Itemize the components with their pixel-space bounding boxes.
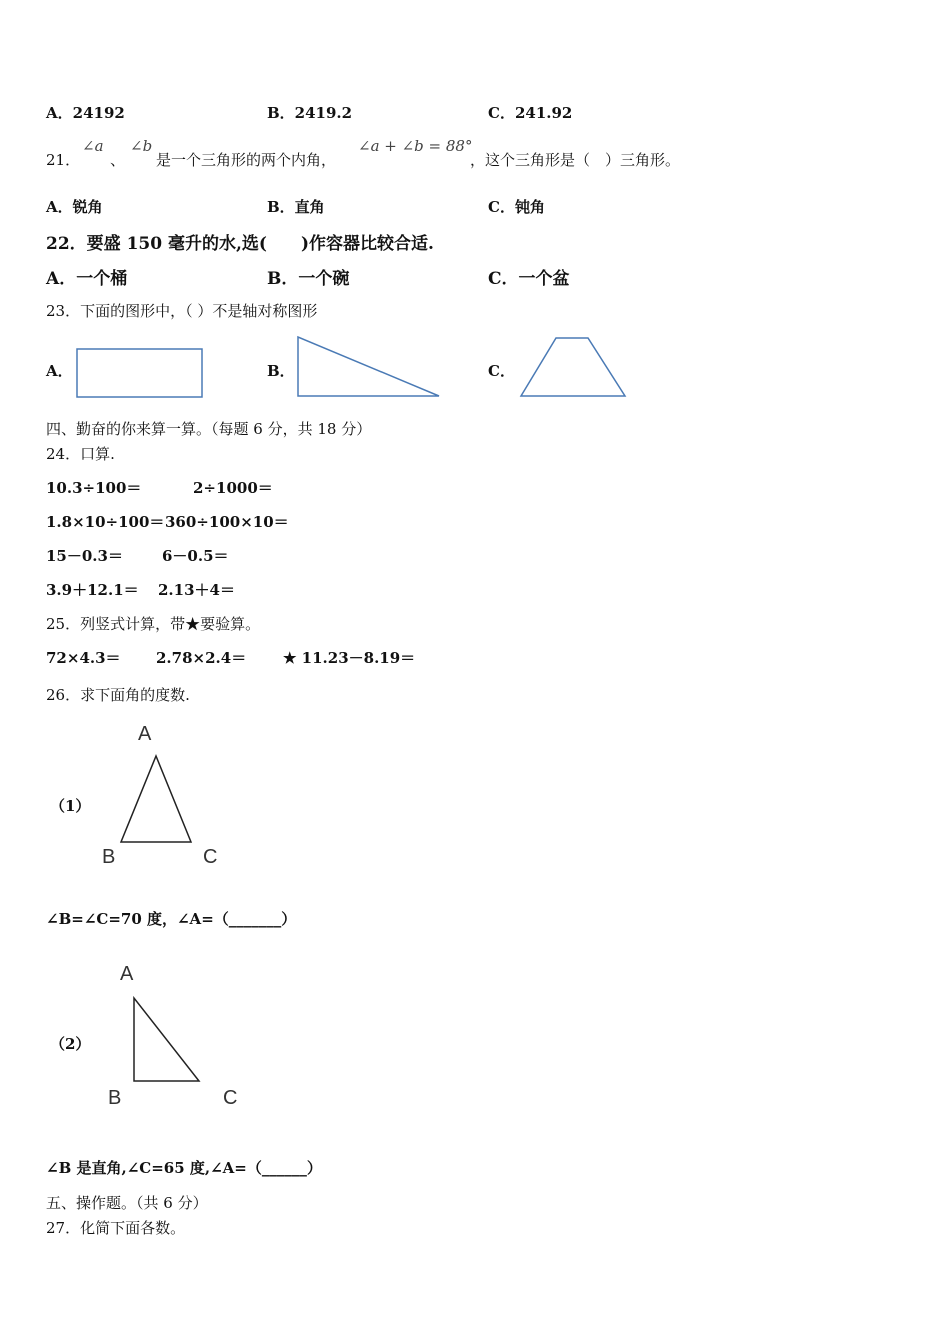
q26-part1-label: （1） bbox=[50, 797, 91, 815]
q21-text-1: 是一个三角形的两个内角， bbox=[156, 151, 337, 169]
q21-formula: ∠a + ∠b = 88° bbox=[358, 137, 473, 155]
q21-option-b: B．直角 bbox=[267, 198, 325, 216]
q23-right-triangle-shape bbox=[296, 335, 442, 399]
q21-angle-b: ∠b bbox=[130, 137, 153, 155]
q24-item: 360÷100×10＝ bbox=[165, 513, 289, 531]
q22-option-c: C．一个盆 bbox=[488, 269, 570, 289]
q25-item: 2.78×2.4＝ bbox=[156, 649, 247, 667]
q21-angle-a: ∠a bbox=[82, 137, 104, 155]
q24-item: 6－0.5＝ bbox=[162, 547, 229, 565]
q26-part2-answer: ∠B 是直角,∠C=65 度,∠A=（______） bbox=[46, 1159, 322, 1177]
q25-item-starred: ★ 11.23－8.19＝ bbox=[283, 649, 416, 667]
q21-text-2: ，这个三角形是（ ）三角形。 bbox=[470, 151, 681, 169]
q22-question: 22．要盛 150 毫升的水,选( )作容器比较合适. bbox=[46, 234, 434, 254]
q26-part2-vertex-b: B bbox=[108, 1087, 122, 1109]
q23-label-b: B． bbox=[267, 362, 295, 380]
q27-title: 27．化简下面各数。 bbox=[46, 1219, 186, 1237]
q25-title: 25．列竖式计算，带★要验算。 bbox=[46, 615, 261, 633]
q23-label-a: A． bbox=[46, 362, 73, 380]
q22-option-a: A．一个桶 bbox=[46, 269, 128, 289]
q24-item: 2÷1000＝ bbox=[193, 479, 273, 497]
q23-trapezoid-shape bbox=[519, 336, 627, 399]
q26-part2-vertex-c: C bbox=[223, 1087, 238, 1109]
q20-option-a: A．24192 bbox=[46, 104, 125, 122]
q26-part2-label: （2） bbox=[50, 1035, 91, 1053]
q26-part1-vertex-a: A bbox=[138, 723, 152, 745]
q21-number: 21． bbox=[46, 151, 81, 169]
q26-part1-vertex-c: C bbox=[203, 846, 218, 868]
q24-item: 1.8×10÷100＝ bbox=[46, 513, 165, 531]
q24-item: 15－0.3＝ bbox=[46, 547, 123, 565]
q20-option-b: B．2419.2 bbox=[267, 104, 353, 122]
q24-title: 24．口算. bbox=[46, 445, 115, 463]
q26-part2-vertex-a: A bbox=[120, 963, 134, 985]
q26-isosceles-triangle bbox=[118, 754, 194, 846]
q21-option-a: A．锐角 bbox=[46, 198, 103, 216]
q26-part1-answer: ∠B=∠C=70 度，∠A=（_______） bbox=[46, 910, 297, 928]
section-4-title: 四、勤奋的你来算一算。（每题 6 分，共 18 分） bbox=[46, 420, 372, 438]
q21-separator: 、 bbox=[110, 151, 126, 169]
section-5-title: 五、操作题。（共 6 分） bbox=[46, 1194, 208, 1212]
q21-option-c: C．钝角 bbox=[488, 198, 545, 216]
q24-item: 2.13＋4＝ bbox=[158, 581, 235, 599]
q25-item: 72×4.3＝ bbox=[46, 649, 121, 667]
q26-right-triangle bbox=[131, 995, 203, 1085]
q26-title: 26．求下面角的度数. bbox=[46, 686, 190, 704]
q26-part1-vertex-b: B bbox=[102, 846, 116, 868]
q23-label-c: C． bbox=[488, 362, 515, 380]
q24-item: 3.9＋12.1＝ bbox=[46, 581, 139, 599]
q22-option-b: B．一个碗 bbox=[267, 269, 350, 289]
q24-item: 10.3÷100＝ bbox=[46, 479, 142, 497]
q23-rectangle-shape bbox=[76, 348, 204, 400]
q23-question: 23．下面的图形中，（ ）不是轴对称图形 bbox=[46, 302, 318, 320]
q20-option-c: C．241.92 bbox=[488, 104, 573, 122]
